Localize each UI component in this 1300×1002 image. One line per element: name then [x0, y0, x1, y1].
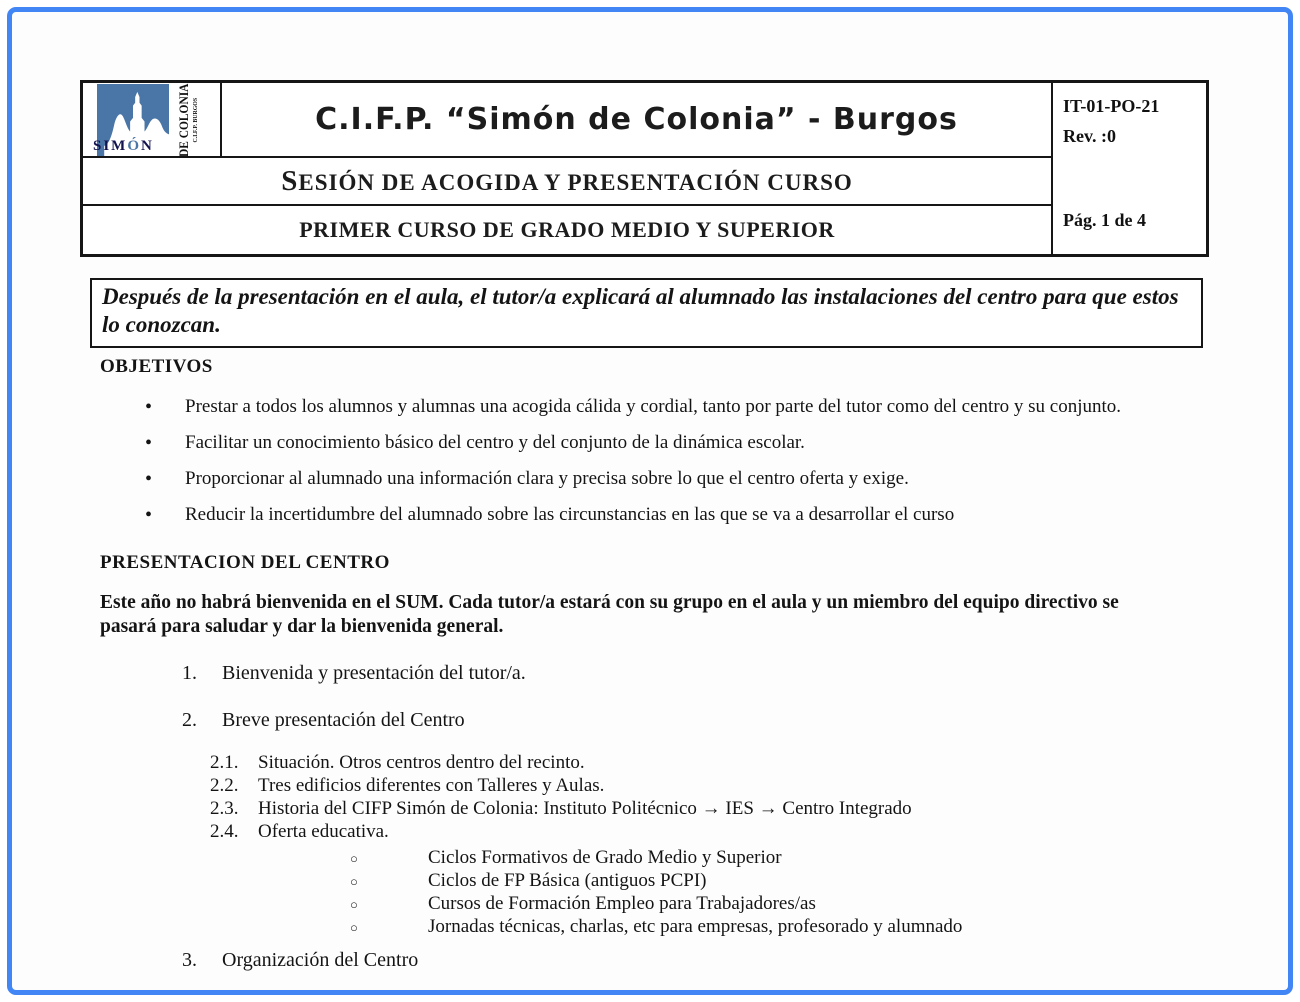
logo-vertical-line2: C.I.F.P. BURGOS: [191, 97, 199, 142]
header-code-cell: [1053, 83, 1206, 254]
document-code: IT-01-PO-21: [1063, 96, 1160, 116]
item-text: Breve presentación del Centro: [222, 709, 465, 731]
objetivos-list: [100, 395, 1172, 527]
item-text: Organización del Centro: [222, 949, 419, 971]
item-text: Bienvenida y presentación del tutor/a.: [222, 662, 526, 684]
header-title-cell: [222, 83, 1053, 158]
page-border: [7, 7, 1293, 995]
item-text: Oferta educativa.: [258, 821, 389, 842]
header-table: [80, 80, 1209, 257]
school-logo: [93, 82, 209, 157]
item-number: 3.: [182, 949, 197, 971]
list-item: ○ Ciclos Formativos de Grado Medio y Superior: [100, 846, 1172, 869]
course-title: PRIMER CURSO DE GRADO MEDIO Y SUPERIOR: [299, 217, 835, 242]
revision-label: Rev. :0: [1063, 126, 1116, 146]
item-text: Tres edificios diferentes con Talleres y Aulas.: [258, 775, 605, 796]
list-item: ○ Cursos de Formación Empleo para Trabajadores/as: [100, 892, 1172, 915]
list-item: ○ Jornadas técnicas, charlas, etc para empresas, profesorado y alumnado: [100, 915, 1172, 938]
sub-item-2-3: [100, 797, 1172, 820]
session-title: SESIÓN DE ACOGIDA Y PRESENTACIÓN CURSO: [281, 164, 853, 197]
item-number: 2.2.: [210, 775, 239, 796]
logo-word: SIMÓN: [93, 137, 154, 154]
sub-item-2-2: [100, 774, 1172, 797]
list-item: ○ Ciclos de FP Básica (antiguos PCPI): [100, 869, 1172, 892]
sub-item-2-1: [100, 751, 1172, 774]
numbered-item-1: [100, 661, 1172, 686]
school-name-title: C.I.F.P. “Simón de Colonia” - Burgos: [315, 102, 958, 137]
list-item: • Proporcionar al alumnado una información clara y precisa sobre lo que el centro oferta y exige.: [100, 467, 1172, 491]
list-item: • Facilitar un conocimiento básico del centro y del conjunto de la dinámica escolar.: [100, 431, 1172, 455]
numbered-item-3: [100, 948, 1172, 973]
logo-cell: [83, 83, 222, 158]
header-course-row: [83, 206, 1053, 254]
item-text: Situación. Otros centros dentro del recinto.: [258, 752, 585, 773]
presentacion-heading: PRESENTACION DEL CENTRO: [100, 552, 390, 573]
logo-vertical-text: [169, 84, 205, 156]
header-session-row: [83, 158, 1053, 206]
item-number: 1.: [182, 662, 197, 684]
logo-cathedral-icon: [93, 84, 169, 156]
list-item: • Prestar a todos los alumnos y alumnas una acogida cálida y cordial, tanto por parte del tutor como del centro y su conjunto.: [100, 395, 1172, 419]
logo-o-dot: Ó: [127, 137, 142, 154]
notice-box: [90, 278, 1203, 348]
item-number: 2.3.: [210, 798, 239, 819]
logo-vertical-line1: DE COLONIA: [175, 82, 191, 157]
item-text: Historia del CIFP Simón de Colonia: Instituto Politécnico → IES → Centro Integrado: [258, 798, 912, 819]
document-body: [100, 356, 1172, 973]
page-number-label: Pág. 1 de 4: [1063, 210, 1146, 230]
numbered-item-2: [100, 708, 1172, 733]
objetivos-heading: OBJETIVOS: [100, 356, 213, 377]
list-item: • Reducir la incertidumbre del alumnado sobre las circunstancias en las que se va a desarrollar el curso: [100, 503, 1172, 527]
sub-item-2-4: [100, 820, 1172, 843]
item-number: 2.4.: [210, 821, 239, 842]
notice-text: Después de la presentación en el aula, el tutor/a explicará al alumnado las instalaciones del centro para que estos lo conozcan.: [102, 284, 1179, 337]
oferta-list: [100, 846, 1172, 938]
presentacion-intro: Este año no habrá bienvenida en el SUM. Cada tutor/a estará con su grupo en el aula y un miembro del equipo directivo se pasará para saludar y dar la bienvenida general.: [100, 592, 1119, 637]
item-number: 2.: [182, 709, 197, 731]
sub-item-list: [100, 751, 1172, 843]
item-number: 2.1.: [210, 752, 239, 773]
